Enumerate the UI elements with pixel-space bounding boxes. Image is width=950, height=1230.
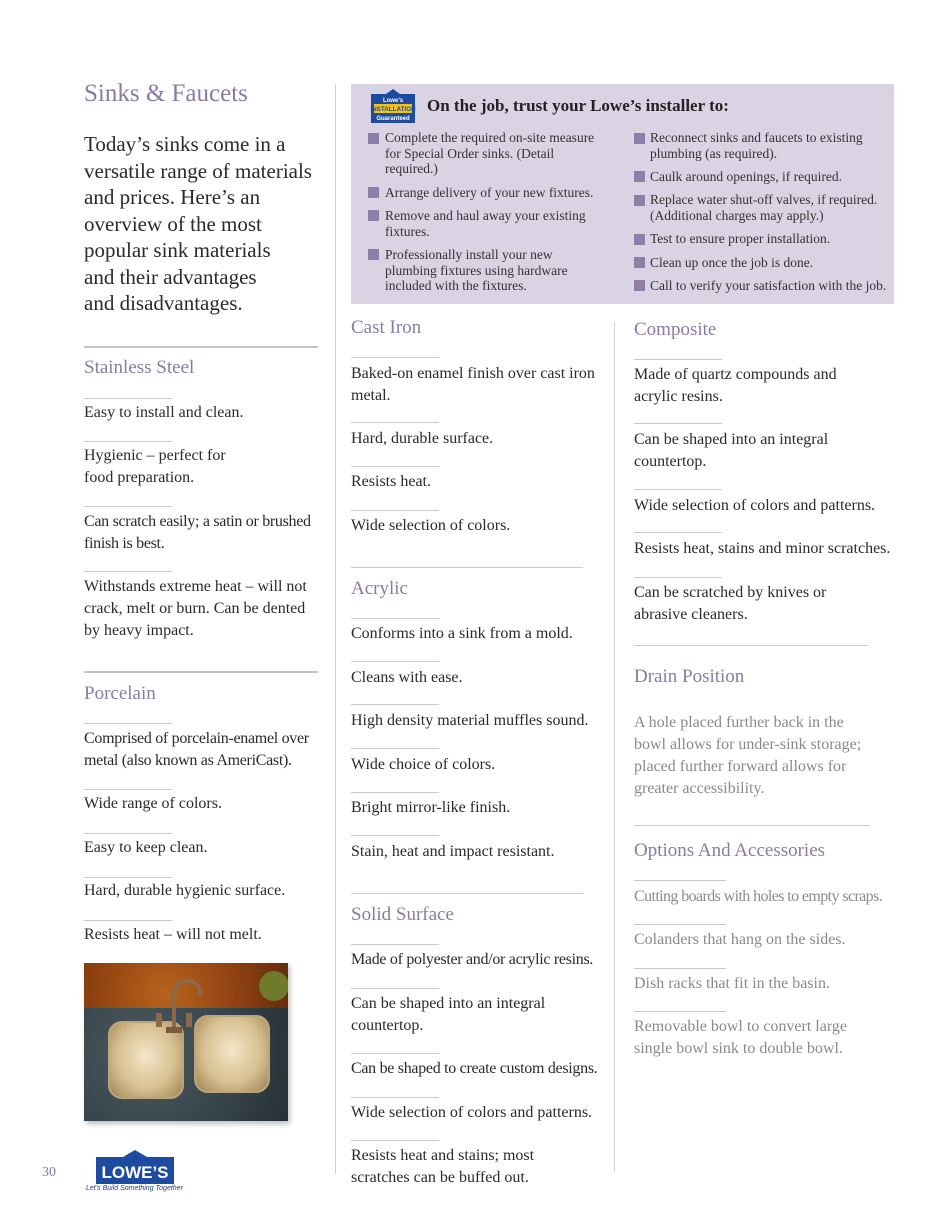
intro-text	[84, 131, 324, 317]
item-divider	[351, 1097, 439, 1098]
bullet-icon	[634, 195, 645, 206]
acrylic-item: Bright mirror-like finish.	[351, 799, 511, 816]
solid-surface-item: Wide selection of colors and patterns.	[351, 1104, 593, 1121]
item-divider	[84, 441, 172, 442]
porcelain-item: Resists heat – will not melt.	[84, 926, 262, 943]
section-divider	[351, 567, 583, 568]
item-divider	[351, 944, 439, 945]
sink-basin-right	[194, 1015, 270, 1093]
intro-line: and disadvantages.	[84, 291, 243, 315]
item-divider	[351, 792, 439, 793]
item-divider	[351, 1053, 439, 1054]
item-divider	[84, 398, 172, 399]
installer-box-title: On the job, trust your Lowe’s installer to:	[427, 96, 729, 115]
bullet-icon	[634, 280, 645, 291]
porcelain-item: Easy to keep clean.	[84, 839, 208, 856]
item-divider	[351, 748, 439, 749]
acrylic-item: Conforms into a sink from a mold.	[351, 625, 573, 642]
section-divider	[351, 893, 583, 894]
options-item: Cutting boards with holes to empty scraps.	[634, 888, 883, 905]
installer-item: Replace water shut-off valves, if required. (Additional charges may apply.)	[650, 192, 878, 223]
item-divider	[84, 506, 172, 507]
solid-surface-item: Can be shaped into an integral countertop.	[351, 995, 546, 1034]
options-item: Colanders that hang on the sides.	[634, 931, 846, 948]
intro-line: and their advantages	[84, 264, 257, 289]
intro-line: overview of the most	[84, 211, 262, 236]
bullet-icon	[634, 257, 645, 268]
bullet-icon	[634, 234, 645, 245]
installer-item: Test to ensure proper installation.	[650, 231, 831, 246]
stainless-steel-title: Stainless Steel	[84, 357, 195, 378]
drain-position-text: A hole placed further back in the bowl allows for under-sink storage; placed further forward allows for greater accessibility.	[634, 714, 862, 797]
item-divider	[634, 924, 726, 925]
porcelain-title: Porcelain	[84, 683, 156, 704]
item-divider	[84, 833, 172, 834]
faucet-icon	[144, 975, 204, 1035]
installer-item: Caulk around openings, if required.	[650, 169, 842, 184]
options-title: Options And Accessories	[634, 840, 826, 861]
item-divider	[351, 1140, 439, 1141]
drain-position-title: Drain Position	[634, 666, 745, 687]
stainless-item: Hygienic – perfect for food preparation.	[84, 447, 226, 486]
bullet-icon	[368, 133, 379, 144]
item-divider	[634, 532, 722, 533]
installer-item: Remove and haul away your existing fixtures.	[385, 208, 586, 239]
item-divider	[351, 357, 439, 358]
composite-item: Resists heat, stains and minor scratches.	[634, 540, 891, 557]
intro-line: and prices. Here’s an	[84, 185, 261, 209]
column-divider	[614, 322, 615, 1172]
solid-surface-item: Resists heat and stains; most scratches can be buffed out.	[351, 1147, 535, 1186]
column-divider	[335, 84, 336, 1174]
intro-line: versatile range of materials	[84, 158, 312, 183]
item-divider	[634, 880, 726, 881]
plant-decoration	[259, 971, 288, 1001]
bullet-icon	[634, 171, 645, 182]
installer-item: Arrange delivery of your new fixtures.	[385, 185, 594, 200]
item-divider	[351, 422, 439, 423]
porcelain-item: Comprised of porcelain-enamel over metal (also known as AmeriCast).	[84, 730, 309, 769]
porcelain-item: Hard, durable hygienic surface.	[84, 882, 286, 899]
item-divider	[351, 704, 439, 705]
stainless-item: Can scratch easily; a satin or brushed finish is best.	[84, 513, 311, 552]
section-divider	[84, 346, 318, 348]
solid-surface-item: Made of polyester and/or acrylic resins.	[351, 951, 594, 968]
svg-text:INSTALLATION: INSTALLATION	[370, 106, 416, 113]
lowes-logo	[94, 1149, 176, 1185]
item-divider	[351, 466, 439, 467]
acrylic-item: Stain, heat and impact resistant.	[351, 843, 555, 860]
svg-text:Guaranteed: Guaranteed	[376, 116, 410, 122]
acrylic-item: High density material muffles sound.	[351, 712, 589, 729]
item-divider	[634, 489, 722, 490]
bullet-icon	[368, 210, 379, 221]
installer-item: Call to verify your satisfaction with the job.	[650, 278, 887, 293]
item-divider	[634, 968, 726, 969]
solid-surface-title: Solid Surface	[351, 904, 454, 925]
item-divider	[351, 988, 439, 989]
svg-text:Lowe’s: Lowe’s	[382, 98, 404, 104]
item-divider	[84, 877, 172, 878]
item-divider	[84, 571, 172, 572]
cast-iron-item: Hard, durable surface.	[351, 430, 494, 447]
cast-iron-item: Baked-on enamel finish over cast iron metal.	[351, 365, 595, 404]
svg-text:LOWE’S: LOWE’S	[101, 1163, 169, 1182]
item-divider	[634, 423, 722, 424]
bullet-icon	[368, 249, 379, 260]
sink-photo	[84, 963, 288, 1121]
item-divider	[634, 577, 722, 578]
composite-item: Wide selection of colors and patterns.	[634, 497, 876, 514]
acrylic-item: Wide choice of colors.	[351, 756, 496, 773]
composite-item: Can be shaped into an integral countertop.	[634, 431, 829, 470]
item-divider	[351, 661, 439, 662]
item-divider	[634, 1011, 726, 1012]
item-divider	[351, 510, 439, 511]
item-divider	[351, 618, 439, 619]
intro-line: popular sink materials	[84, 238, 271, 262]
page-title: Sinks & Faucets	[84, 80, 248, 107]
options-item: Dish racks that fit in the basin.	[634, 975, 830, 992]
section-divider	[634, 825, 870, 826]
section-divider	[84, 671, 318, 673]
cast-iron-item: Resists heat.	[351, 473, 431, 490]
item-divider	[84, 920, 172, 921]
installer-item: Clean up once the job is done.	[650, 255, 814, 270]
options-item: Removable bowl to convert large single bowl sink to double bowl.	[634, 1018, 847, 1057]
porcelain-item: Wide range of colors.	[84, 795, 222, 812]
cast-iron-item: Wide selection of colors.	[351, 517, 511, 534]
bullet-icon	[368, 187, 379, 198]
item-divider	[351, 835, 439, 836]
acrylic-title: Acrylic	[351, 578, 408, 599]
logo-tagline: Let’s Build Something Together	[86, 1185, 183, 1192]
acrylic-item: Cleans with ease.	[351, 669, 463, 686]
composite-item: Made of quartz compounds and acrylic resins.	[634, 366, 837, 405]
page-number: 30	[42, 1165, 56, 1180]
cast-iron-title: Cast Iron	[351, 317, 422, 338]
installer-item: Complete the required on-site measure for Special Order sinks. (Detail required.)	[385, 130, 595, 176]
item-divider	[634, 359, 722, 360]
installation-guaranteed-badge-icon	[367, 88, 419, 124]
item-divider	[84, 723, 172, 724]
installer-item: Reconnect sinks and faucets to existing plumbing (as required).	[650, 130, 863, 161]
bullet-icon	[634, 133, 645, 144]
solid-surface-item: Can be shaped to create custom designs.	[351, 1060, 598, 1077]
stainless-item: Easy to install and clean.	[84, 404, 244, 421]
item-divider	[84, 789, 172, 790]
stainless-item: Withstands extreme heat – will not crack, melt or burn. Can be dented by heavy impact.	[84, 578, 307, 639]
installer-item: Professionally install your new plumbing fixtures using hardware included with the fixtures.	[385, 247, 568, 293]
composite-title: Composite	[634, 319, 717, 340]
composite-item: Can be scratched by knives or abrasive cleaners.	[634, 584, 827, 623]
section-divider	[634, 645, 868, 646]
intro-line: Today’s sinks come in a	[84, 132, 286, 156]
